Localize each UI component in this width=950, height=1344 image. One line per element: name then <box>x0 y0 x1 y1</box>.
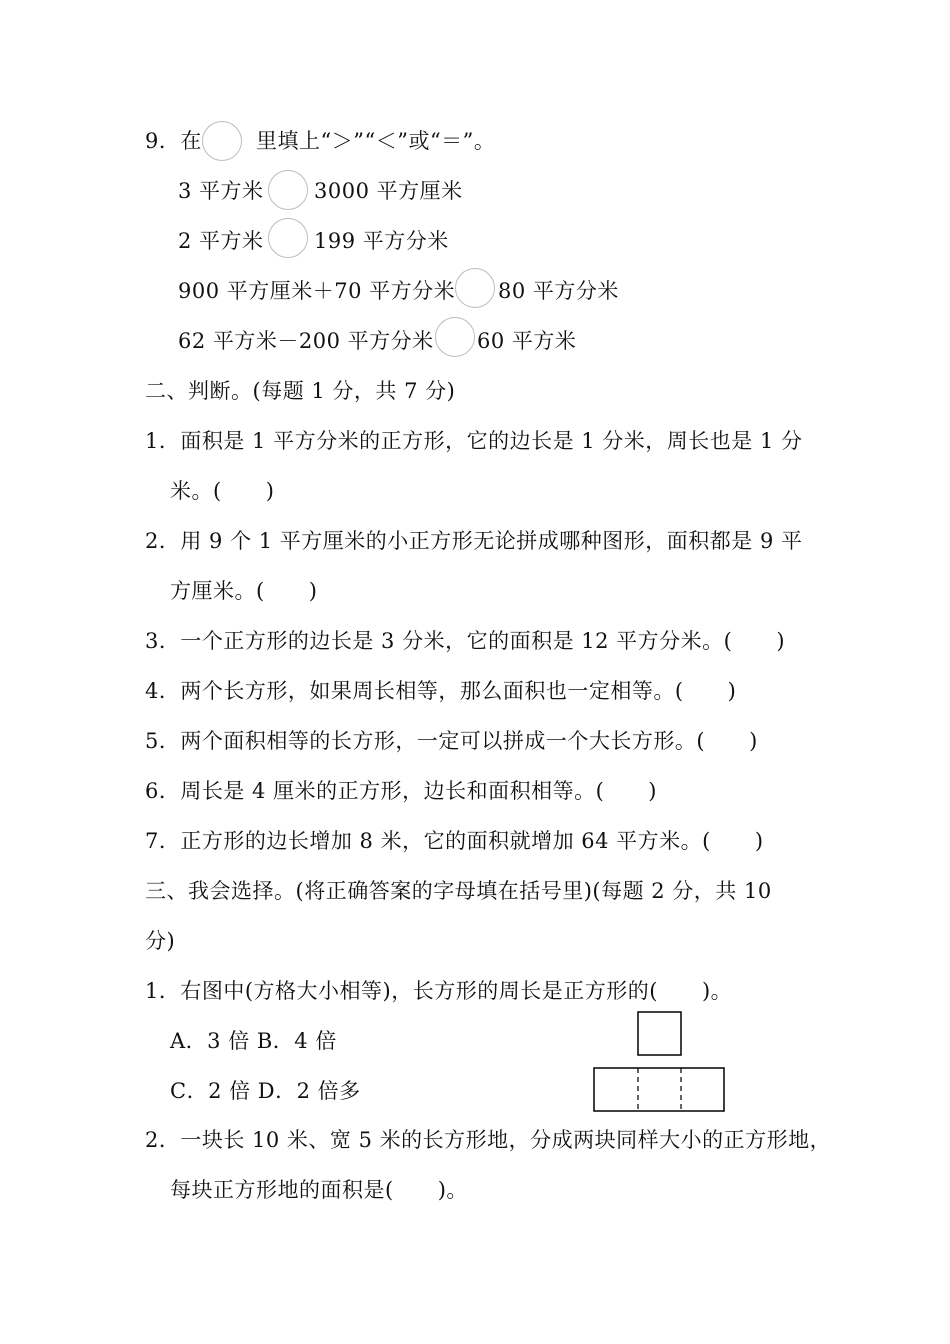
q9-instruction: 里填上“＞”“＜”或“＝”。 <box>256 129 496 153</box>
q9-item-3-left: 900 平方厘米＋70 平方分米 <box>178 279 456 303</box>
figure-square <box>638 1012 681 1055</box>
judge-q3-close-paren: ) <box>776 629 786 653</box>
judge-q3-text: 3．一个正方形的边长是 3 分米，它的面积是 12 平方分米。( <box>145 629 733 653</box>
judge-q1-line1: 1．面积是 1 平方分米的正方形，它的边长是 1 分米，周长也是 1 分 <box>145 429 803 453</box>
q9-item-4-right: 60 平方米 <box>477 329 577 353</box>
judge-q2-close-paren: ) <box>308 579 318 603</box>
judge-q6-close-paren: ) <box>648 779 657 803</box>
judge-q6-text: 6．周长是 4 厘米的正方形，边长和面积相等。( <box>145 779 605 803</box>
choice-q1-stem-start: 1．右图中(方格大小相等)，长方形的周长是正方形的( <box>145 979 658 1003</box>
section-three-heading-line2: 分) <box>145 929 176 953</box>
q9-item-1-right: 3000 平方厘米 <box>314 179 463 203</box>
judge-q4-text: 4．两个长方形，如果周长相等，那么面积也一定相等。( <box>145 679 684 703</box>
choice-q1-options-cd: C．2 倍 D．2 倍多 <box>170 1079 361 1103</box>
judge-q4-close-paren: ) <box>727 679 737 703</box>
choice-q2-line1: 2．一块长 10 米、宽 5 米的长方形地，分成两块同样大小的正方形地， <box>145 1128 832 1152</box>
q9-prefix: 在 <box>180 129 202 153</box>
choice-q1-stem-end: )。 <box>701 979 733 1003</box>
choice-q2-line2-end: )。 <box>437 1178 468 1202</box>
judge-q2-line2-text: 方厘米。( <box>170 579 265 603</box>
q9-item-3-right: 80 平方分米 <box>498 279 619 303</box>
choice-q2-line2 <box>170 1175 468 1205</box>
judge-q7-close-paren: ) <box>754 829 764 853</box>
figure-rectangle <box>594 1068 724 1111</box>
judge-q1-close-paren: ) <box>265 479 275 503</box>
q9-item-1-left: 3 平方米 <box>178 179 264 203</box>
section-two-heading: 二、判断。(每题 1 分，共 7 分) <box>145 379 456 403</box>
judge-q1-line2-text: 米。( <box>170 479 222 503</box>
q9-number: 9． <box>145 129 181 153</box>
q9-item-4-left: 62 平方米－200 平方分米 <box>178 329 434 353</box>
section-three-heading-line1: 三、我会选择。(将正确答案的字母填在括号里)(每题 2 分，共 10 <box>145 879 772 903</box>
choice-q1-options-ab: A．3 倍 B．4 倍 <box>170 1029 337 1053</box>
judge-q7-text: 7．正方形的边长增加 8 米，它的面积就增加 64 平方米。( <box>145 829 711 853</box>
judge-q5-close-paren: ) <box>749 729 758 753</box>
q9-item-2-right: 199 平方分米 <box>314 229 449 253</box>
judge-q2-line1: 2．用 9 个 1 平方厘米的小正方形无论拼成哪种图形，面积都是 9 平 <box>145 529 803 553</box>
choice-q2-line2-start: 每块正方形地的面积是( <box>170 1178 394 1202</box>
q9-item-2-left: 2 平方米 <box>178 229 264 253</box>
judge-q5-text: 5．两个面积相等的长方形，一定可以拼成一个大长方形。( <box>145 729 706 753</box>
